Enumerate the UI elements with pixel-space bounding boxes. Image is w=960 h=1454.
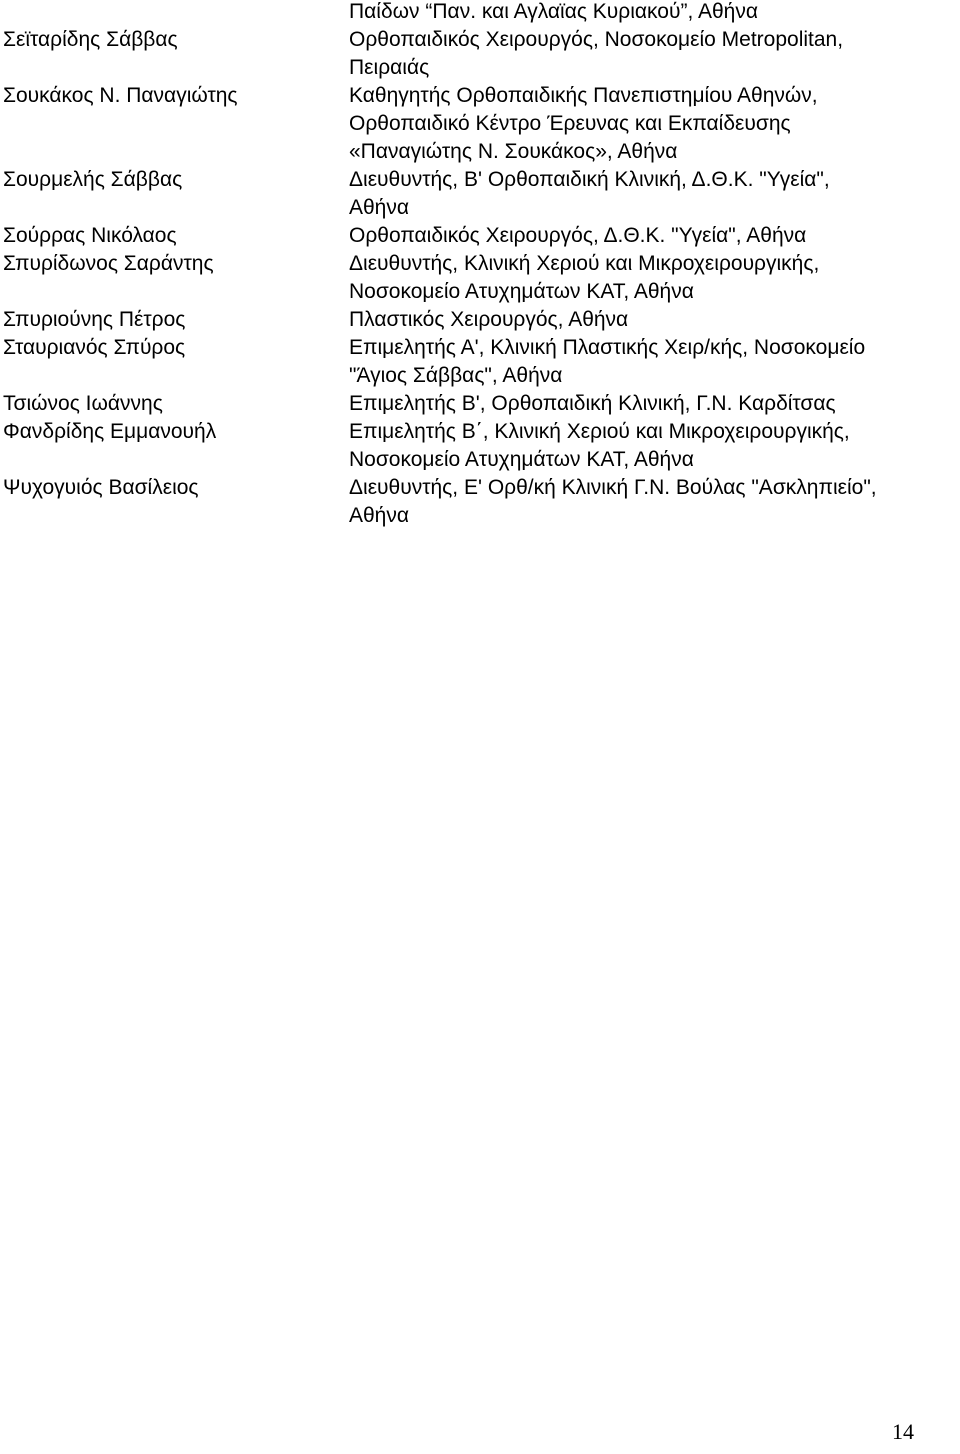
affiliation-line: Διευθυντής, Κλινική Χεριού και Μικροχειρουργικής,	[349, 252, 820, 275]
affiliation-line: "Άγιος Σάββας", Αθήνα	[349, 364, 563, 387]
affiliation-line: Νοσοκομείο Ατυχημάτων ΚΑΤ, Αθήνα	[349, 280, 694, 303]
person-name: Σούρρας Νικόλαος	[3, 224, 177, 247]
person-name: Σουρμελής Σάββας	[3, 168, 183, 191]
affiliation-line: Επιμελητής Α', Κλινική Πλαστικής Χειρ/κής, Νοσοκομείο	[349, 336, 866, 359]
affiliation-line: Παίδων “Παν. και Αγλαϊας Κυριακού”, Αθήνα	[349, 0, 758, 23]
affiliation-line: Ορθοπαιδικός Χειρουργός, Νοσοκομείο Metropolitan,	[349, 28, 844, 51]
affiliation-line: Πειραιάς	[349, 56, 430, 79]
person-name: Τσιώνος Ιωάννης	[3, 392, 163, 415]
affiliation-line: Επιμελητής Β', Ορθοπαιδική Κλινική, Γ.Ν. Καρδίτσας	[349, 392, 836, 415]
affiliation-line: Επιμελητής Β΄, Κλινική Χεριού και Μικροχειρουργικής,	[349, 420, 850, 443]
affiliation-line: Αθήνα	[349, 504, 410, 527]
person-name: Σπυρίδωνος Σαράντης	[3, 252, 214, 275]
affiliation-line: Πλαστικός Χειρουργός, Αθήνα	[349, 308, 629, 331]
person-name: Φανδρίδης Εμμανουήλ	[3, 420, 217, 443]
affiliation-line: Νοσοκομείο Ατυχημάτων ΚΑΤ, Αθήνα	[349, 448, 694, 471]
page-number: 14	[892, 1419, 914, 1444]
person-name: Ψυχογυιός Βασίλειος	[3, 476, 199, 499]
affiliation-line: Ορθοπαιδικό Κέντρο Έρευνας και Εκπαίδευσης	[349, 112, 791, 135]
person-name: Σταυριανός Σπύρος	[3, 336, 186, 359]
affiliation-line: «Παναγιώτης Ν. Σουκάκος», Αθήνα	[349, 140, 678, 163]
affiliation-line: Διευθυντής, Β' Ορθοπαιδική Κλινική, Δ.Θ.Κ. "Υγεία",	[349, 168, 830, 191]
person-name: Σεϊταρίδης Σάββας	[3, 28, 178, 51]
person-name: Σουκάκος Ν. Παναγιώτης	[3, 84, 238, 107]
person-name: Σπυριούνης Πέτρος	[3, 308, 186, 331]
affiliation-line: Ορθοπαιδικός Χειρουργός, Δ.Θ.Κ. "Υγεία", Αθήνα	[349, 224, 807, 247]
affiliation-line: Αθήνα	[349, 196, 410, 219]
affiliation-line: Διευθυντής, Ε' Ορθ/κή Κλινική Γ.Ν. Βούλας "Ασκληπιείο",	[349, 476, 877, 499]
affiliation-line: Καθηγητής Ορθοπαιδικής Πανεπιστημίου Αθηνών,	[349, 84, 818, 107]
